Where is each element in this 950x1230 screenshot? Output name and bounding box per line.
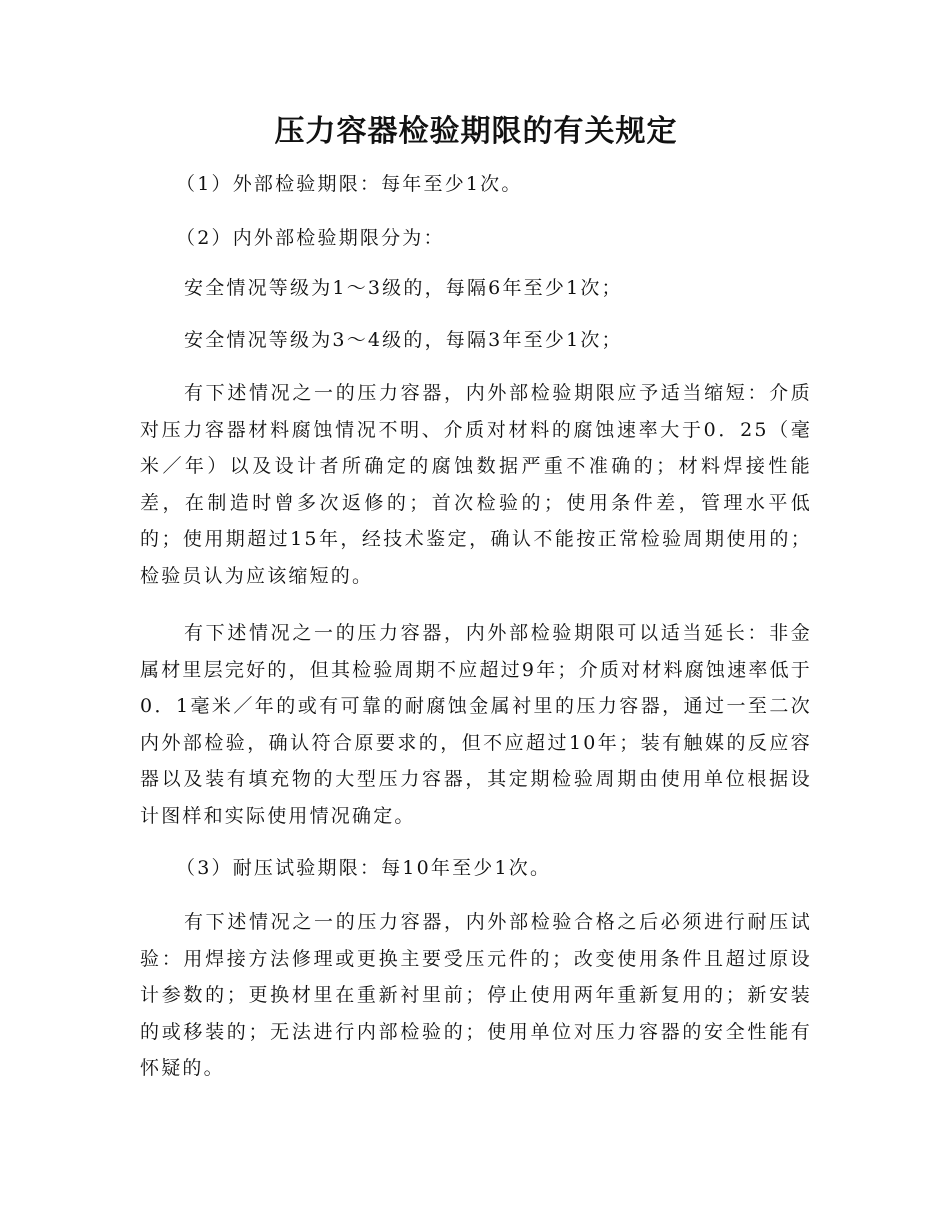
paragraph-shorten-period: 有下述情况之一的压力容器，内外部检验期限应予适当缩短：介质对压力容器材料腐蚀情况不明、介质对材料的腐蚀速率大于0．25（毫米／年）以及设计者所确定的腐蚀数据严重不准确的；材料焊接性能差，在制造时曾多次返修的；首次检验的；使用条件差，管理水平低的；使用期超过15年，经技术鉴定，确认不能按正常检验周期使用的；检验员认为应该缩短的。 <box>140 382 812 587</box>
paragraph-extend-period: 有下述情况之一的压力容器，内外部检验期限可以适当延长：非金属材里层完好的，但其检验周期不应超过9年；介质对材料腐蚀速率低于0．1毫米／年的或有可靠的耐腐蚀金属衬里的压力容器，通过一至二次内外部检验，确认符合原要求的，但不应超过10年；装有触媒的反应容器以及装有填充物的大型压力容器，其定期检验周期由使用单位根据设计图样和实际使用情况确定。 <box>140 622 812 827</box>
paragraph-pressure-test-period: （3）耐压试验期限：每10年至少1次。 <box>176 857 552 879</box>
paragraph-pressure-test-conditions: 有下述情况之一的压力容器，内外部检验合格之后必须进行耐压试验：用焊接方法修理或更换主要受压元件的；改变使用条件且超过原设计参数的；更换材里在重新衬里前；停止使用两年重新复用的；新安装的或移装的；无法进行内部检验的；使用单位对压力容器的安全性能有怀疑的。 <box>140 911 812 1079</box>
paragraph-external-inspection: （1）外部检验期限：每年至少1次。 <box>176 173 523 195</box>
paragraph-safety-level-1-3: 安全情况等级为1～3级的，每隔6年至少1次； <box>184 277 623 299</box>
paragraph-safety-level-3-4: 安全情况等级为3～4级的，每隔3年至少1次； <box>184 329 623 351</box>
document-title: 压力容器检验期限的有关规定 <box>274 114 678 149</box>
paragraph-internal-external-inspection: （2）内外部检验期限分为： <box>176 227 445 249</box>
